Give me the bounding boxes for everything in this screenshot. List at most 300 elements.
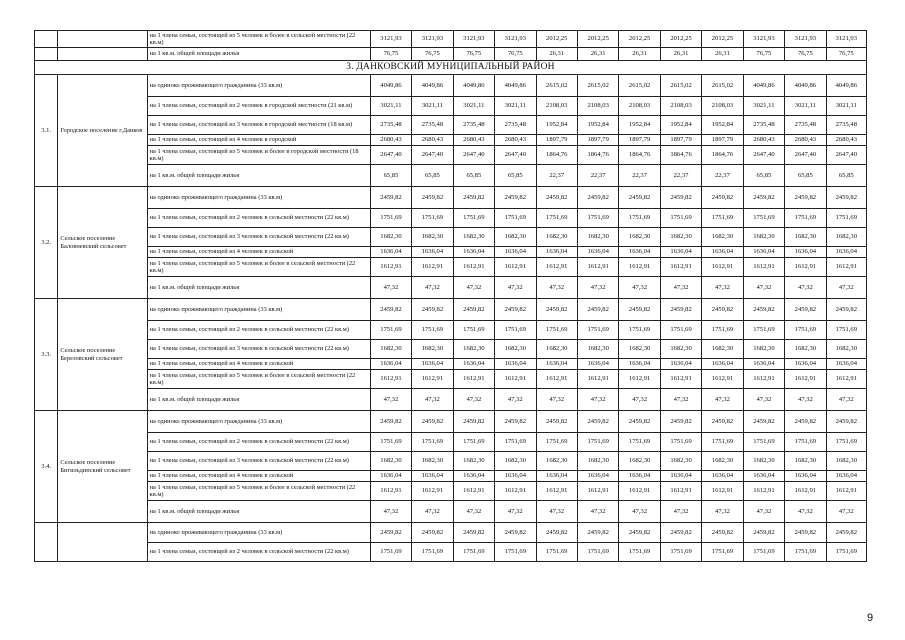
value-cell: 26,31 xyxy=(536,48,577,61)
table-row xyxy=(35,321,867,340)
value-cell: 2647,40 xyxy=(743,146,784,165)
value-cell: 4049,86 xyxy=(826,75,866,97)
table-row xyxy=(35,452,867,471)
value-cell: 1682,30 xyxy=(619,340,660,359)
value-cell: 2459,82 xyxy=(702,523,743,543)
value-cell: 2459,82 xyxy=(826,411,866,433)
value-cell: 1864,76 xyxy=(536,146,577,165)
value-cell: 1612,91 xyxy=(536,482,577,501)
row-label: на одиноко проживающего гражданина (33 кв.м) xyxy=(147,523,370,543)
value-cell: 47,32 xyxy=(412,277,453,299)
value-cell: 1682,30 xyxy=(453,228,494,247)
table-row xyxy=(35,116,867,135)
value-cell: 2459,82 xyxy=(370,299,411,321)
value-cell: 1751,69 xyxy=(577,209,618,228)
table-row xyxy=(35,389,867,411)
value-cell: 1636,04 xyxy=(785,359,826,370)
value-cell: 2459,82 xyxy=(370,523,411,543)
row-label: на 1 члена семьи, состоящей из 3 человек в сельской местности (22 кв.м) xyxy=(147,452,370,471)
table-row xyxy=(35,228,867,247)
row-label: на 1 члена семьи, состоящей из 5 человек и более в сельской местности (22 кв.м) xyxy=(147,31,370,48)
value-cell: 26,31 xyxy=(702,48,743,61)
value-cell: 2459,82 xyxy=(536,411,577,433)
value-cell: 2459,82 xyxy=(453,411,494,433)
value-cell: 76,75 xyxy=(826,48,866,61)
value-cell: 47,32 xyxy=(536,501,577,523)
value-cell: 47,32 xyxy=(785,501,826,523)
value-cell: 65,85 xyxy=(412,165,453,187)
table-row xyxy=(35,209,867,228)
value-cell: 1612,91 xyxy=(826,370,866,389)
value-cell: 1612,91 xyxy=(577,482,618,501)
value-cell: 2615,02 xyxy=(619,75,660,97)
value-cell: 1751,69 xyxy=(702,433,743,452)
value-cell: 47,32 xyxy=(536,277,577,299)
value-cell: 1751,69 xyxy=(660,321,701,340)
value-cell: 1636,04 xyxy=(785,471,826,482)
value-cell: 1864,76 xyxy=(619,146,660,165)
value-cell: 1897,79 xyxy=(536,135,577,146)
table-row xyxy=(35,258,867,277)
value-cell: 47,32 xyxy=(826,277,866,299)
value-cell: 3021,11 xyxy=(785,97,826,116)
value-cell: 22,37 xyxy=(536,165,577,187)
value-cell: 1952,84 xyxy=(577,116,618,135)
value-cell: 1751,69 xyxy=(785,209,826,228)
value-cell: 1751,69 xyxy=(453,433,494,452)
value-cell: 1751,69 xyxy=(660,543,701,562)
value-cell: 2735,48 xyxy=(412,116,453,135)
value-cell: 47,32 xyxy=(495,501,536,523)
value-cell: 65,85 xyxy=(743,165,784,187)
value-cell: 1751,69 xyxy=(536,543,577,562)
value-cell: 1636,04 xyxy=(619,471,660,482)
value-cell: 1864,76 xyxy=(702,146,743,165)
value-cell: 1897,79 xyxy=(577,135,618,146)
value-cell: 2680,43 xyxy=(785,135,826,146)
value-cell: 1612,91 xyxy=(660,258,701,277)
value-cell: 1612,91 xyxy=(536,370,577,389)
value-cell: 2647,40 xyxy=(495,146,536,165)
value-cell: 2680,43 xyxy=(370,135,411,146)
value-cell: 1636,04 xyxy=(702,359,743,370)
table-row xyxy=(35,187,867,209)
table-row xyxy=(35,523,867,543)
row-label: на 1 члена семьи, состоящей из 2 человек в городской местности (21 кв.м) xyxy=(147,97,370,116)
value-cell: 1636,04 xyxy=(743,471,784,482)
table-row xyxy=(35,433,867,452)
value-cell: 1864,76 xyxy=(577,146,618,165)
value-cell: 1636,04 xyxy=(412,471,453,482)
value-cell: 1636,04 xyxy=(702,471,743,482)
value-cell: 2459,82 xyxy=(702,411,743,433)
value-cell: 2459,82 xyxy=(743,523,784,543)
index-cell xyxy=(35,48,58,61)
value-cell: 47,32 xyxy=(577,501,618,523)
value-cell: 1612,91 xyxy=(412,370,453,389)
value-cell: 1682,30 xyxy=(536,452,577,471)
value-cell: 1636,04 xyxy=(370,359,411,370)
value-cell: 1751,69 xyxy=(370,433,411,452)
value-cell: 1612,91 xyxy=(495,370,536,389)
value-cell: 2012,25 xyxy=(619,31,660,48)
value-cell: 1751,69 xyxy=(577,321,618,340)
value-cell: 1612,91 xyxy=(619,482,660,501)
value-cell: 26,31 xyxy=(577,48,618,61)
value-cell: 2459,82 xyxy=(577,299,618,321)
value-cell: 1682,30 xyxy=(577,452,618,471)
value-cell: 1751,69 xyxy=(619,433,660,452)
value-cell: 1636,04 xyxy=(495,359,536,370)
value-cell: 76,75 xyxy=(412,48,453,61)
value-cell: 1682,30 xyxy=(826,228,866,247)
value-cell: 1636,04 xyxy=(743,359,784,370)
value-cell: 26,31 xyxy=(619,48,660,61)
value-cell: 65,85 xyxy=(370,165,411,187)
value-cell: 2459,82 xyxy=(577,411,618,433)
table-row xyxy=(35,501,867,523)
value-cell: 22,37 xyxy=(577,165,618,187)
value-cell: 47,32 xyxy=(702,277,743,299)
value-cell: 1636,04 xyxy=(577,471,618,482)
value-cell: 2459,82 xyxy=(619,187,660,209)
value-cell: 22,37 xyxy=(702,165,743,187)
value-cell: 3121,93 xyxy=(453,31,494,48)
value-cell: 1682,30 xyxy=(743,228,784,247)
row-label: на 1 кв.м. общей площади жилья xyxy=(147,48,370,61)
value-cell: 47,32 xyxy=(702,501,743,523)
value-cell: 1612,91 xyxy=(785,258,826,277)
table-row xyxy=(35,411,867,433)
table-row xyxy=(35,277,867,299)
value-cell: 1682,30 xyxy=(785,452,826,471)
value-cell: 1751,69 xyxy=(826,209,866,228)
value-cell: 1612,91 xyxy=(453,482,494,501)
row-label: на 1 члена семьи, состоящей из 4 человек в сельской xyxy=(147,359,370,370)
group-index: 3.1. xyxy=(35,75,58,187)
value-cell: 1612,91 xyxy=(619,258,660,277)
value-cell: 47,32 xyxy=(826,501,866,523)
value-cell: 1751,69 xyxy=(702,543,743,562)
value-cell: 1751,69 xyxy=(536,321,577,340)
value-cell: 65,85 xyxy=(495,165,536,187)
value-cell: 1682,30 xyxy=(536,228,577,247)
value-cell: 1612,91 xyxy=(660,482,701,501)
value-cell: 1612,91 xyxy=(536,258,577,277)
value-cell: 76,75 xyxy=(453,48,494,61)
value-cell: 1682,30 xyxy=(785,340,826,359)
value-cell: 2459,82 xyxy=(660,299,701,321)
value-cell: 47,32 xyxy=(453,389,494,411)
value-cell: 2459,82 xyxy=(577,187,618,209)
value-cell: 2680,43 xyxy=(743,135,784,146)
value-cell: 2459,82 xyxy=(536,187,577,209)
row-label: на одиноко проживающего гражданина (33 кв.м) xyxy=(147,411,370,433)
value-cell: 1682,30 xyxy=(577,340,618,359)
row-label: на 1 члена семьи, состоящей из 3 человек в городской местности (18 кв.м) xyxy=(147,116,370,135)
value-cell: 1682,30 xyxy=(412,340,453,359)
value-cell: 2735,48 xyxy=(826,116,866,135)
value-cell: 3121,93 xyxy=(826,31,866,48)
value-cell: 2459,82 xyxy=(785,523,826,543)
value-cell: 1682,30 xyxy=(370,340,411,359)
table-row xyxy=(35,359,867,370)
value-cell: 1751,69 xyxy=(702,209,743,228)
row-label: на одиноко проживающего гражданина (33 кв.м) xyxy=(147,187,370,209)
settlement-name xyxy=(58,523,147,562)
value-cell: 2459,82 xyxy=(785,411,826,433)
value-cell: 2647,40 xyxy=(453,146,494,165)
value-cell: 47,32 xyxy=(370,389,411,411)
value-cell: 1751,69 xyxy=(370,321,411,340)
value-cell: 2459,82 xyxy=(495,299,536,321)
row-label: на 1 члена семьи, состоящей из 4 человек в городской xyxy=(147,135,370,146)
value-cell: 22,37 xyxy=(619,165,660,187)
value-cell: 1636,04 xyxy=(453,471,494,482)
value-cell: 1682,30 xyxy=(495,340,536,359)
value-cell: 1751,69 xyxy=(412,433,453,452)
value-cell: 1682,30 xyxy=(619,452,660,471)
settlement-cell xyxy=(58,31,147,48)
value-cell: 76,75 xyxy=(743,48,784,61)
value-cell: 65,85 xyxy=(453,165,494,187)
value-cell: 47,32 xyxy=(702,389,743,411)
value-cell: 2680,43 xyxy=(453,135,494,146)
value-cell: 2735,48 xyxy=(370,116,411,135)
value-cell: 1751,69 xyxy=(619,321,660,340)
value-cell: 47,32 xyxy=(660,389,701,411)
value-cell: 1682,30 xyxy=(577,228,618,247)
value-cell: 1864,76 xyxy=(660,146,701,165)
row-label: на 1 члена семьи, состоящей из 3 человек в сельской местности (22 кв.м) xyxy=(147,228,370,247)
value-cell: 2459,82 xyxy=(412,299,453,321)
value-cell: 2459,82 xyxy=(495,187,536,209)
value-cell: 1751,69 xyxy=(577,543,618,562)
table-row xyxy=(35,247,867,258)
value-cell: 47,32 xyxy=(743,277,784,299)
value-cell: 22,37 xyxy=(660,165,701,187)
value-cell: 1612,91 xyxy=(826,258,866,277)
value-cell: 1682,30 xyxy=(743,340,784,359)
value-cell: 3021,11 xyxy=(743,97,784,116)
table-row xyxy=(35,370,867,389)
value-cell: 47,32 xyxy=(619,277,660,299)
value-cell: 47,32 xyxy=(785,389,826,411)
value-cell: 1751,69 xyxy=(743,543,784,562)
value-cell: 2680,43 xyxy=(412,135,453,146)
value-cell: 1751,69 xyxy=(412,209,453,228)
value-cell: 1636,04 xyxy=(412,359,453,370)
value-cell: 2459,82 xyxy=(660,523,701,543)
value-cell: 1612,91 xyxy=(702,258,743,277)
value-cell: 1751,69 xyxy=(660,209,701,228)
value-cell: 1751,69 xyxy=(495,321,536,340)
value-cell: 1897,79 xyxy=(660,135,701,146)
value-cell: 2615,02 xyxy=(536,75,577,97)
value-cell: 47,32 xyxy=(536,389,577,411)
value-cell: 1636,04 xyxy=(743,247,784,258)
value-cell: 65,85 xyxy=(826,165,866,187)
value-cell: 3021,11 xyxy=(826,97,866,116)
value-cell: 47,32 xyxy=(743,389,784,411)
value-cell: 1636,04 xyxy=(453,247,494,258)
value-cell: 1952,84 xyxy=(660,116,701,135)
value-cell: 1636,04 xyxy=(577,359,618,370)
value-cell: 2459,82 xyxy=(619,523,660,543)
value-cell: 1612,91 xyxy=(826,482,866,501)
table-row xyxy=(35,31,867,48)
value-cell: 1612,91 xyxy=(702,370,743,389)
value-cell: 47,32 xyxy=(743,501,784,523)
value-cell: 1682,30 xyxy=(453,340,494,359)
value-cell: 1612,91 xyxy=(743,258,784,277)
value-cell: 1682,30 xyxy=(785,228,826,247)
value-cell: 1636,04 xyxy=(370,247,411,258)
value-cell: 1636,04 xyxy=(826,359,866,370)
value-cell: 1636,04 xyxy=(702,247,743,258)
value-cell: 1612,91 xyxy=(412,258,453,277)
value-cell: 1636,04 xyxy=(826,247,866,258)
table-row xyxy=(35,543,867,562)
row-label: на 1 члена семьи, состоящей из 2 человек в сельской местности (22 кв.м) xyxy=(147,433,370,452)
value-cell: 1751,69 xyxy=(702,321,743,340)
value-cell: 2459,82 xyxy=(702,187,743,209)
value-cell: 1952,84 xyxy=(536,116,577,135)
value-cell: 1751,69 xyxy=(495,433,536,452)
value-cell: 1612,91 xyxy=(785,370,826,389)
value-cell: 2680,43 xyxy=(495,135,536,146)
value-cell: 1636,04 xyxy=(619,247,660,258)
value-cell: 47,32 xyxy=(619,501,660,523)
value-cell: 1751,69 xyxy=(370,543,411,562)
value-cell: 2459,82 xyxy=(412,523,453,543)
value-cell: 47,32 xyxy=(453,277,494,299)
row-label: на 1 кв.м. общей площади жилья xyxy=(147,277,370,299)
value-cell: 1636,04 xyxy=(660,359,701,370)
value-cell: 2012,25 xyxy=(660,31,701,48)
table-row xyxy=(35,75,867,97)
settlement-name: Сельское поселение Бигильдинский сельсовет xyxy=(58,411,147,523)
value-cell: 2459,82 xyxy=(660,411,701,433)
value-cell: 2012,25 xyxy=(536,31,577,48)
value-cell: 1751,69 xyxy=(577,433,618,452)
value-cell: 2735,48 xyxy=(785,116,826,135)
value-cell: 76,75 xyxy=(495,48,536,61)
value-cell: 47,32 xyxy=(577,277,618,299)
value-cell: 4049,86 xyxy=(785,75,826,97)
value-cell: 1751,69 xyxy=(495,543,536,562)
value-cell: 4049,86 xyxy=(743,75,784,97)
value-cell: 2647,40 xyxy=(370,146,411,165)
value-cell: 1751,69 xyxy=(826,433,866,452)
value-cell: 1612,91 xyxy=(702,482,743,501)
settlement-name: Сельское поселение Баловневский сельсовет xyxy=(58,187,147,299)
value-cell: 1952,84 xyxy=(702,116,743,135)
value-cell: 47,32 xyxy=(495,277,536,299)
value-cell: 1612,91 xyxy=(577,258,618,277)
value-cell: 3121,93 xyxy=(370,31,411,48)
value-cell: 3121,93 xyxy=(743,31,784,48)
value-cell: 1751,69 xyxy=(619,543,660,562)
value-cell: 1751,69 xyxy=(453,209,494,228)
value-cell: 1636,04 xyxy=(826,471,866,482)
value-cell: 2459,82 xyxy=(743,411,784,433)
value-cell: 1751,69 xyxy=(743,433,784,452)
value-cell: 2108,03 xyxy=(577,97,618,116)
value-cell: 1751,69 xyxy=(785,321,826,340)
row-label: на 1 члена семьи, состоящей из 5 человек и более в городской местности (18 кв.м) xyxy=(147,146,370,165)
value-cell: 3021,11 xyxy=(370,97,411,116)
value-cell: 47,32 xyxy=(785,277,826,299)
value-cell: 1682,30 xyxy=(743,452,784,471)
value-cell: 76,75 xyxy=(785,48,826,61)
group-index: 3.3. xyxy=(35,299,58,411)
value-cell: 2459,82 xyxy=(660,187,701,209)
value-cell: 1751,69 xyxy=(495,209,536,228)
value-cell: 4049,86 xyxy=(495,75,536,97)
section-row xyxy=(35,61,867,75)
row-label: на 1 члена семьи, состоящей из 2 человек в сельской местности (22 кв.м) xyxy=(147,209,370,228)
value-cell: 1682,30 xyxy=(370,228,411,247)
value-cell: 2108,03 xyxy=(702,97,743,116)
page-number: 9 xyxy=(867,612,874,624)
value-cell: 2108,03 xyxy=(619,97,660,116)
row-label: на 1 члена семьи, состоящей из 4 человек в сельской xyxy=(147,247,370,258)
value-cell: 1751,69 xyxy=(412,321,453,340)
value-cell: 1682,30 xyxy=(660,340,701,359)
table-row xyxy=(35,135,867,146)
row-label: на 1 члена семьи, состоящей из 5 человек и более в сельской местности (22 кв.м) xyxy=(147,258,370,277)
value-cell: 2615,02 xyxy=(702,75,743,97)
value-cell: 1751,69 xyxy=(743,209,784,228)
group-index: 3.2. xyxy=(35,187,58,299)
group-index xyxy=(35,523,58,562)
section-title: 3. ДАНКОВСКИЙ МУНИЦИПАЛЬНЫЙ РАЙОН xyxy=(35,61,867,75)
value-cell: 2735,48 xyxy=(743,116,784,135)
value-cell: 1682,30 xyxy=(619,228,660,247)
value-cell: 1612,91 xyxy=(495,258,536,277)
value-cell: 3021,11 xyxy=(495,97,536,116)
row-label: на 1 члена семьи, состоящей из 2 человек в сельской местности (22 кв.м) xyxy=(147,543,370,562)
value-cell: 1636,04 xyxy=(370,471,411,482)
value-cell: 1751,69 xyxy=(785,543,826,562)
value-cell: 1636,04 xyxy=(536,359,577,370)
value-cell: 1636,04 xyxy=(412,247,453,258)
group-index: 3.4. xyxy=(35,411,58,523)
value-cell: 1751,69 xyxy=(743,321,784,340)
value-cell: 2735,48 xyxy=(495,116,536,135)
value-cell: 1612,91 xyxy=(619,370,660,389)
value-cell: 47,32 xyxy=(453,501,494,523)
value-cell: 1897,79 xyxy=(619,135,660,146)
index-cell xyxy=(35,31,58,48)
value-cell: 1751,69 xyxy=(826,543,866,562)
value-cell: 1682,30 xyxy=(495,228,536,247)
value-cell: 2647,40 xyxy=(785,146,826,165)
value-cell: 2459,82 xyxy=(453,523,494,543)
value-cell: 2459,82 xyxy=(370,187,411,209)
value-cell: 2459,82 xyxy=(495,411,536,433)
row-label: на 1 кв.м. общей площади жилья xyxy=(147,501,370,523)
row-label: на 1 кв.м. общей площади жилья xyxy=(147,165,370,187)
value-cell: 1612,91 xyxy=(660,370,701,389)
value-cell: 1682,30 xyxy=(536,340,577,359)
row-label: на 1 члена семьи, состоящей из 2 человек в сельской местности (22 кв.м) xyxy=(147,321,370,340)
value-cell: 2459,82 xyxy=(702,299,743,321)
value-cell: 1612,91 xyxy=(785,482,826,501)
row-label: на 1 члена семьи, состоящей из 4 человек в сельской xyxy=(147,471,370,482)
value-cell: 1636,04 xyxy=(785,247,826,258)
